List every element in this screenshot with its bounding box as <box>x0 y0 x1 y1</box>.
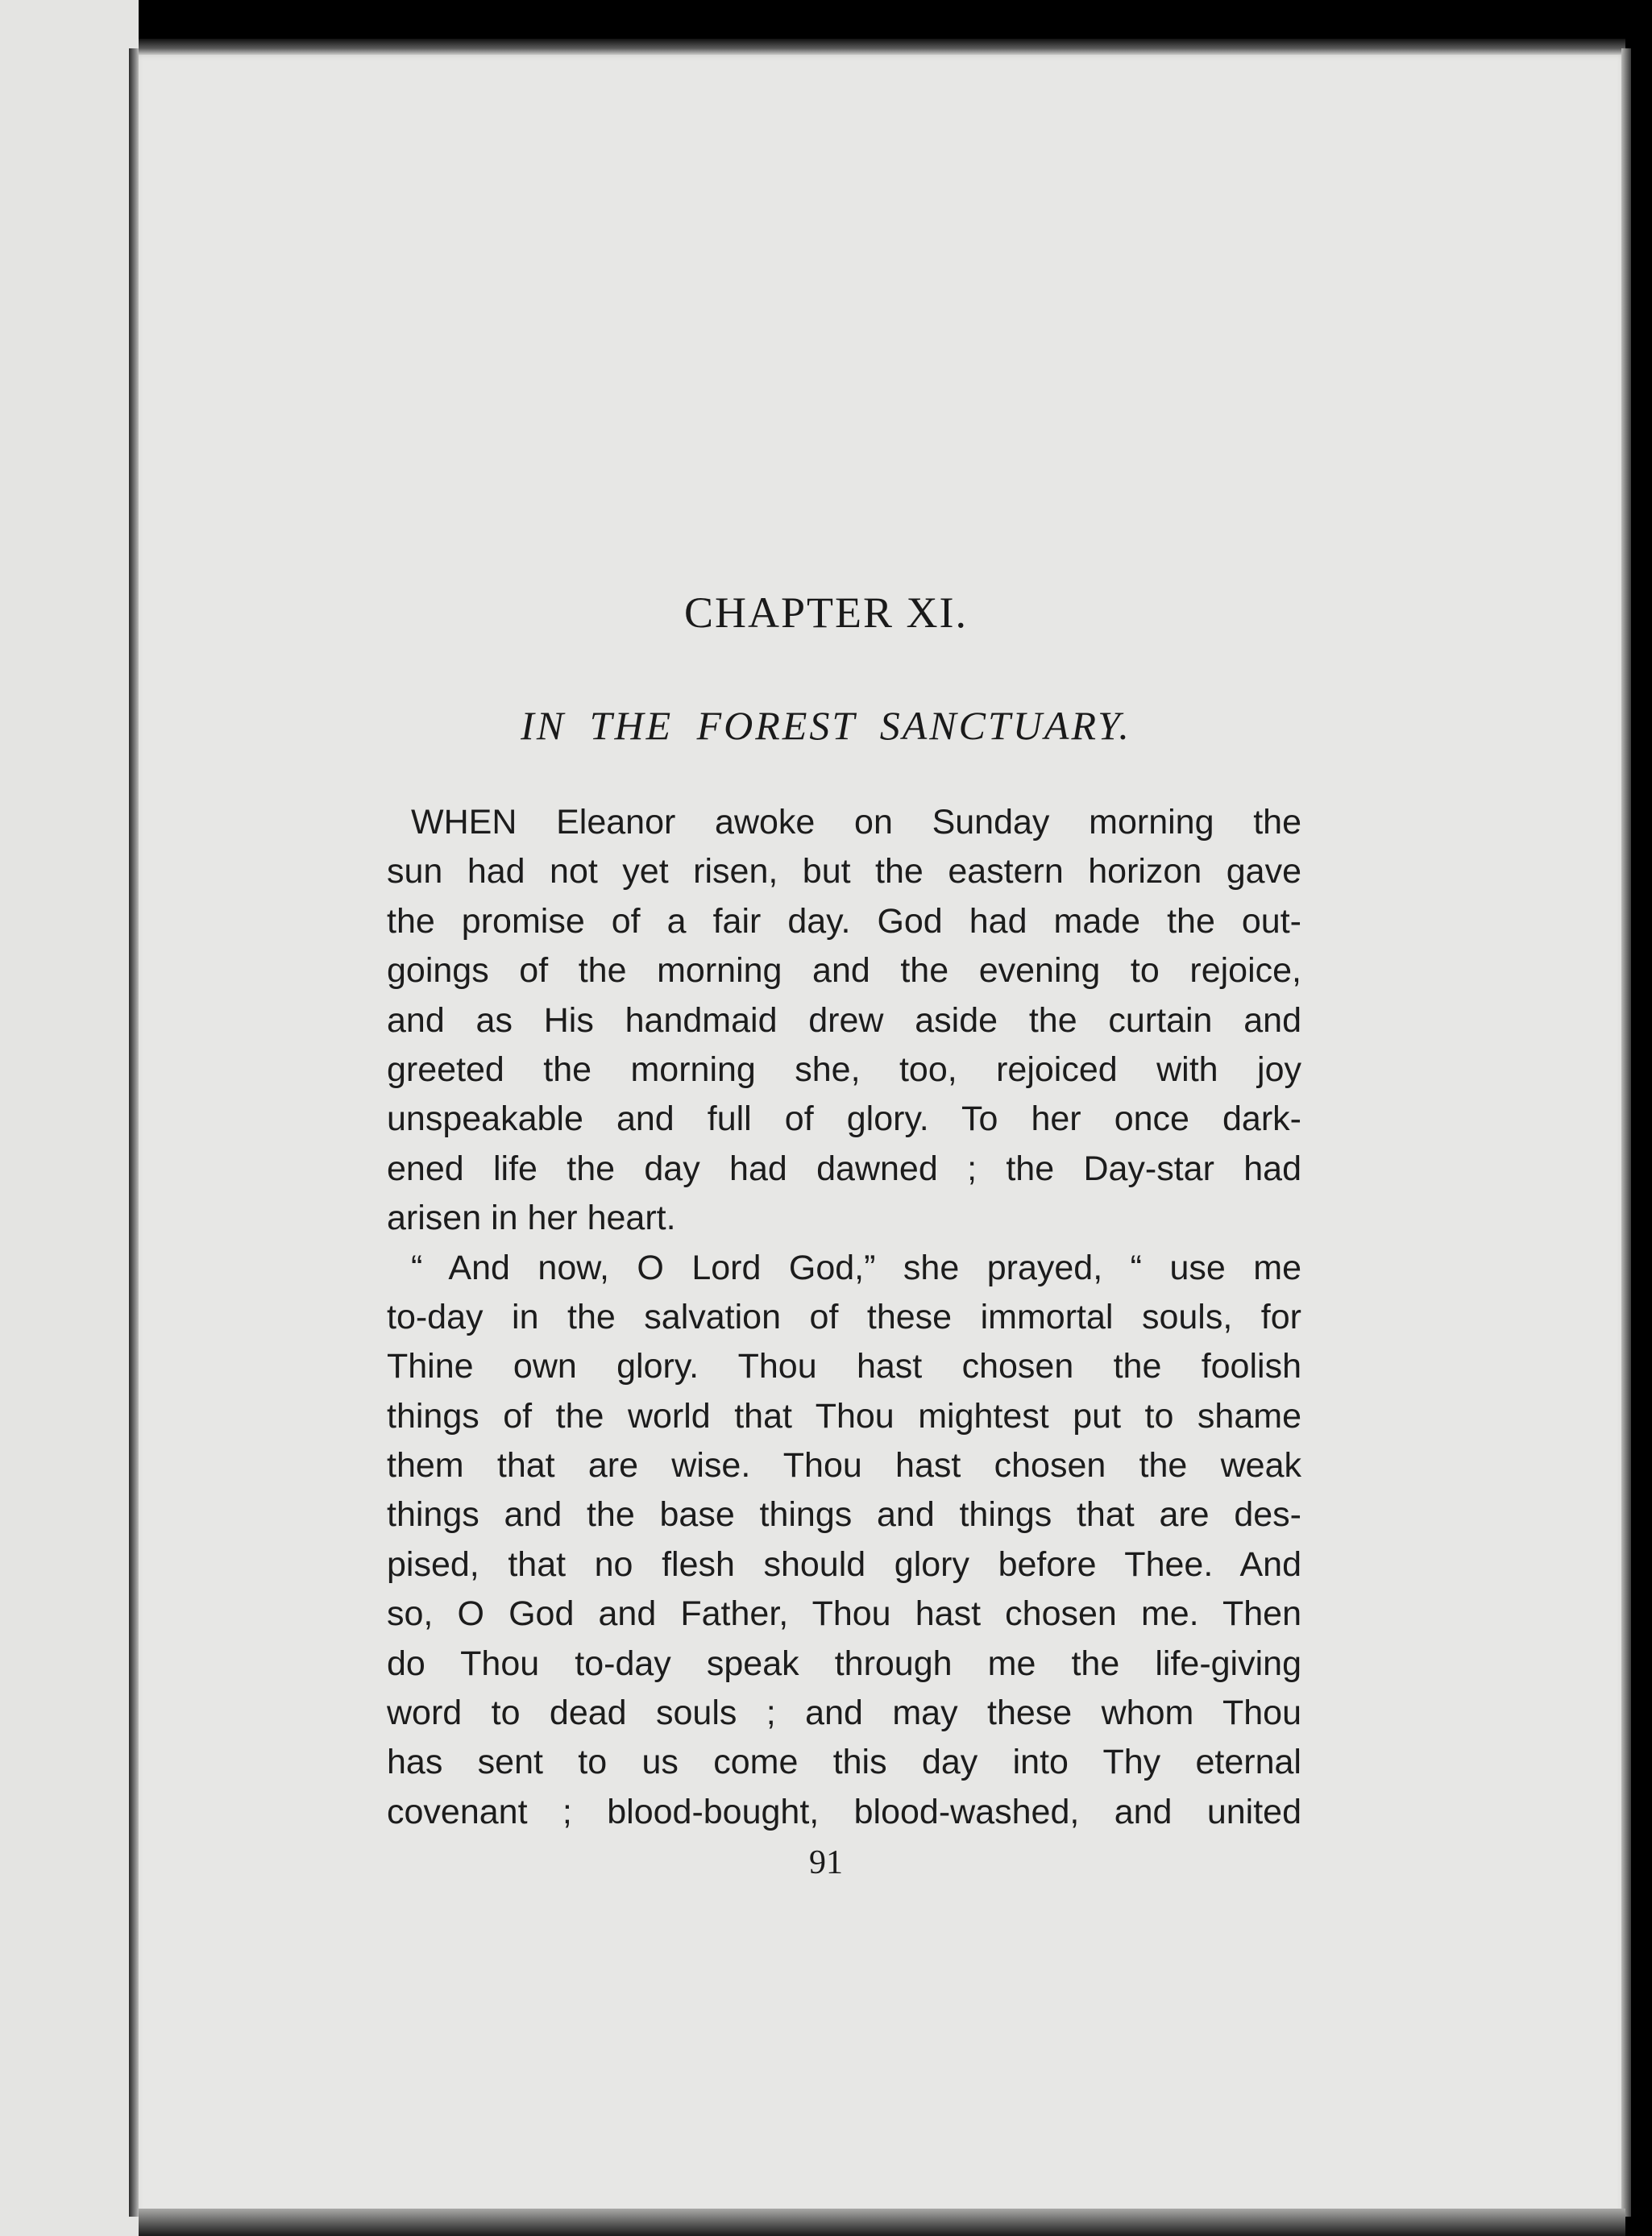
text-line: things and the base things and things that are des- <box>387 1495 1301 1535</box>
text-line: goings of the morning and the evening to rejoice, <box>387 951 1301 991</box>
page-bottom-edge <box>139 2209 1625 2236</box>
text-line: unspeakable and full of glory. To her once dark- <box>387 1099 1301 1139</box>
facing-page-margin <box>0 0 139 2236</box>
page-top-edge <box>139 39 1625 55</box>
text-line: greeted the morning she, too, rejoiced with joy <box>387 1049 1301 1089</box>
text-line: and as His handmaid drew aside the curtain and <box>387 1000 1301 1040</box>
text-line: so, O God and Father, Thou hast chosen me. Then <box>387 1594 1301 1634</box>
text-line: covenant ; blood-bought, blood-washed, and united <box>387 1792 1301 1831</box>
text-line: them that are wise. Thou hast chosen the weak <box>387 1446 1301 1486</box>
body-text <box>387 798 1301 1837</box>
chapter-heading: CHAPTER XI. <box>683 588 968 637</box>
text-line: to-day in the salvation of these immortal souls, for <box>387 1297 1301 1336</box>
text-line: arisen in her heart. <box>387 1199 676 1238</box>
page-right-edge <box>1621 48 1631 2217</box>
chapter-subtitle: IN THE FOREST SANCTUARY. <box>521 703 1131 748</box>
text-line: ened life the day had dawned ; the Day-star had <box>387 1149 1301 1188</box>
text-line: sun had not yet risen, but the eastern horizon gave <box>387 852 1301 891</box>
text-line: has sent to us come this day into Thy eternal <box>387 1743 1301 1782</box>
text-line: WHEN Eleanor awoke on Sunday morning the <box>411 803 1301 842</box>
text-line: Thine own glory. Thou hast chosen the foolish <box>387 1347 1301 1386</box>
text-line: “ And now, O Lord God,” she prayed, “ use me <box>411 1248 1301 1287</box>
text-line: things of the world that Thou mightest put to shame <box>387 1396 1301 1436</box>
text-line: pised, that no flesh should glory before Thee. And <box>387 1544 1301 1584</box>
text-line: the promise of a fair day. God had made the out- <box>387 901 1301 941</box>
text-line: do Thou to-day speak through me the life-giving <box>387 1644 1301 1683</box>
page-number: 91 <box>809 1844 843 1881</box>
text-line: word to dead souls ; and may these whom Thou <box>387 1694 1301 1733</box>
